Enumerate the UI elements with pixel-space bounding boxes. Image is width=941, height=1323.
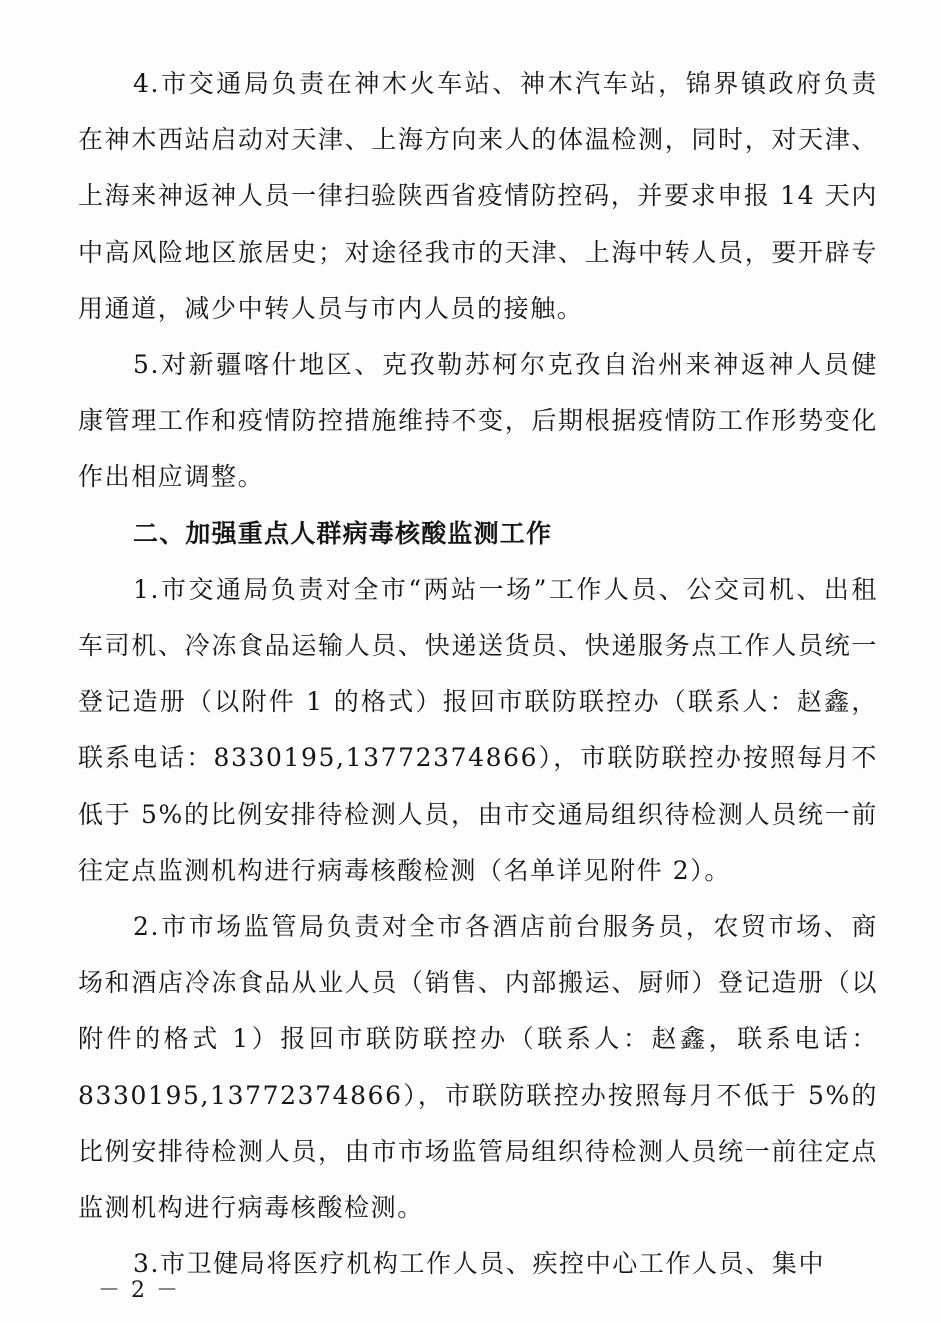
paragraph-item-4: 4.市交通局负责在神木火车站、神木汽车站，锦界镇政府负责在神木西站启动对天津、上海方向来人的体温检测，同时，对天津、上海来神返神人员一律扫验陕西省疫情防控码，并要求申报 14 天内中高风险地区旅居史；对途径我市的天津、上海中转人员，要开辟专用通道，减少中转人员与市内人员的接触。 xyxy=(78,69,878,323)
page-number: － 2 － xyxy=(98,1278,180,1303)
paragraph-item-2: 2.市市场监管局负责对全市各酒店前台服务员，农贸市场、商场和酒店冷冻食品从业人员（销售、内部搬运、厨师）登记造册（以附件的格式 1）报回市联防联控办（联系人：赵鑫，联系电话：8330195,13772374866），市联防联控办按照每月不低于 5%的比例安排待检测人员，由市市场监管局组织待检测人员统一前往定点监测机构进行病毒核酸检测。 xyxy=(78,912,878,1223)
section-heading-2: 二、加强重点人群病毒核酸监测工作 xyxy=(133,518,553,548)
paragraph-item-3: 3.市卫健局将医疗机构工作人员、疾控中心工作人员、集中 xyxy=(133,1249,826,1279)
paragraph-item-5: 5.对新疆喀什地区、克孜勒苏柯尔克孜自治州来神返神人员健康管理工作和疫情防控措施维持不变，后期根据疫情防工作形势变化作出相应调整。 xyxy=(78,350,878,492)
document-body xyxy=(78,56,878,1292)
paragraph-item-1: 1.市交通局负责对全市“两站一场”工作人员、公交司机、出租车司机、冷冻食品运输人员、快递送货员、快递服务点工作人员统一登记造册（以附件 1 的格式）报回市联防联控办（联系人：赵鑫，联系电话：8330195,13772374866），市联防联控办按照每月不低于 5%的比例安排待检测人员，由市交通局组织待检测人员统一前往定点监测机构进行病毒核酸检测（名单详见附件 2）。 xyxy=(78,574,878,885)
